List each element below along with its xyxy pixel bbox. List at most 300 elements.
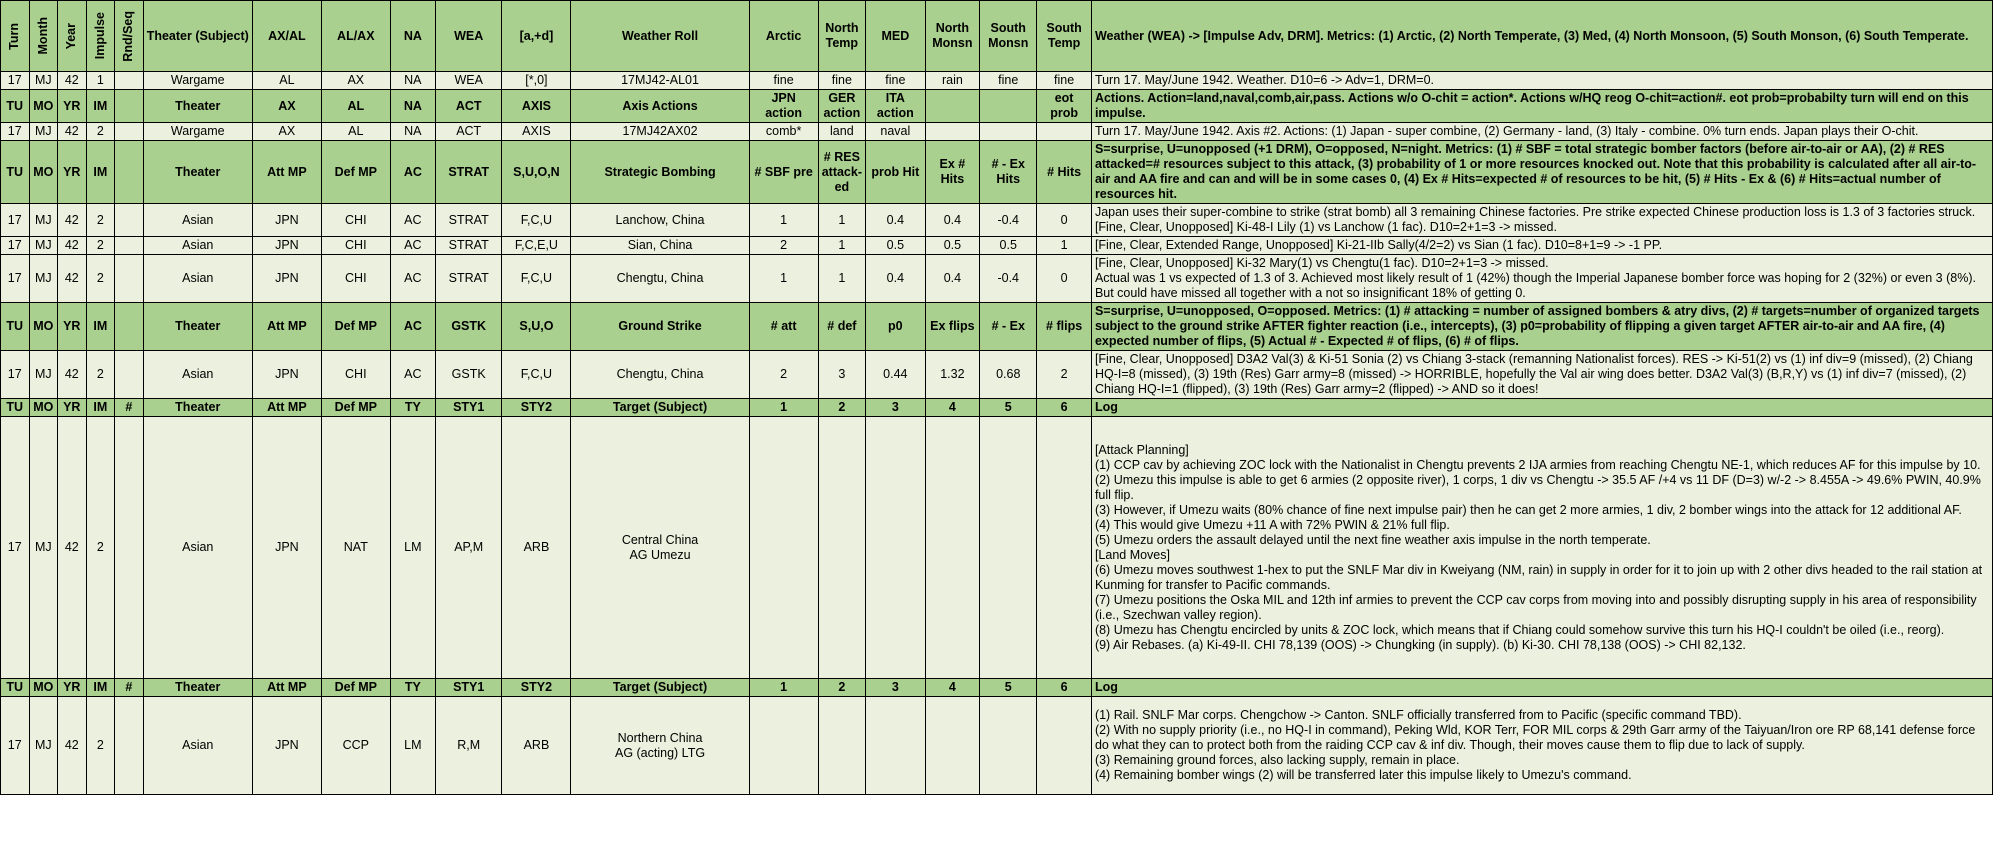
header-cell[interactable] (502, 679, 571, 697)
cell[interactable] (390, 237, 435, 255)
cell[interactable] (143, 72, 252, 90)
cell[interactable] (252, 417, 321, 679)
cell[interactable] (435, 204, 502, 237)
cell[interactable] (749, 204, 818, 237)
cell[interactable] (1, 697, 30, 795)
header-cell[interactable] (58, 679, 87, 697)
header-cell[interactable] (86, 1, 115, 72)
cell[interactable] (502, 204, 571, 237)
cell-text: 0.4 (943, 212, 962, 227)
cell[interactable] (980, 204, 1037, 237)
cell[interactable] (143, 417, 252, 679)
header-cell[interactable] (1091, 303, 1992, 351)
cell[interactable] (115, 255, 144, 303)
cell[interactable] (29, 351, 58, 399)
header-cell[interactable] (321, 1, 390, 72)
cell[interactable] (390, 72, 435, 90)
cell-text: 17 (7, 271, 22, 285)
cell-text: Theater (175, 98, 221, 113)
cell[interactable] (818, 72, 866, 90)
cell[interactable] (29, 417, 58, 679)
notes-text: S=surprise, U=unopposed (+1 DRM), O=opposed, N=night. Metrics: (1) # SBF = total strategic bomber factors (before air-to-air or AA), (2) # RES attacked=# resources subject to this attack, (3) probability of 1 or more resources knocked out. Note that this probability is calculated after all air-to-air and AA fire and can and will be in some cases 0, (4) Ex # Hits=expected # of resources to be hit, (5) # Hits - Ex & (6) # Hits=actual number of resources hit. (1094, 142, 1977, 201)
header-cell[interactable] (1037, 303, 1092, 351)
header-cell[interactable] (252, 1, 321, 72)
cell[interactable] (390, 123, 435, 141)
cell[interactable] (86, 237, 115, 255)
cell[interactable] (435, 351, 502, 399)
cell[interactable] (1037, 123, 1092, 141)
cell-text: 1 (838, 238, 846, 252)
cell[interactable] (866, 237, 925, 255)
cell[interactable] (143, 351, 252, 399)
cell[interactable] (58, 72, 87, 90)
cell[interactable] (571, 351, 749, 399)
cell[interactable] (29, 123, 58, 141)
cell[interactable] (1091, 417, 1992, 679)
header-cell[interactable] (571, 1, 749, 72)
cell[interactable] (115, 204, 144, 237)
cell[interactable] (502, 417, 571, 679)
header-cell[interactable] (1, 399, 30, 417)
header-cell[interactable] (29, 679, 58, 697)
cell-text: JPN (275, 540, 299, 554)
cell[interactable] (1037, 351, 1092, 399)
cell[interactable] (58, 237, 87, 255)
cell[interactable] (86, 72, 115, 90)
header-cell[interactable] (435, 90, 502, 123)
cell-text: AC (404, 271, 422, 285)
cell-text: NAT (343, 540, 368, 554)
cell[interactable] (321, 72, 390, 90)
cell[interactable] (321, 351, 390, 399)
header-cell[interactable] (980, 1, 1037, 72)
cell-text: GSTK (451, 319, 487, 333)
header-cell[interactable] (58, 141, 87, 204)
cell[interactable] (1, 204, 30, 237)
header-cell[interactable] (749, 303, 818, 351)
cell[interactable] (29, 255, 58, 303)
cell[interactable] (980, 697, 1037, 795)
header-cell[interactable] (143, 90, 252, 123)
cell[interactable] (435, 237, 502, 255)
cell[interactable] (1, 417, 30, 679)
cell-text: naval (880, 124, 911, 138)
cell[interactable] (1, 72, 30, 90)
header-cell[interactable] (115, 90, 144, 123)
cell[interactable] (866, 204, 925, 237)
header-cell[interactable] (925, 141, 980, 204)
header-cell[interactable] (1091, 90, 1992, 123)
header-cell[interactable] (29, 399, 58, 417)
header-cell[interactable] (143, 679, 252, 697)
header-cell[interactable] (571, 399, 749, 417)
header-cell[interactable] (115, 141, 144, 204)
cell[interactable] (252, 255, 321, 303)
header-cell[interactable] (252, 141, 321, 204)
cell[interactable] (749, 72, 818, 90)
cell-text: Axis Actions (622, 98, 698, 113)
header-cell[interactable] (86, 399, 115, 417)
header-cell[interactable] (866, 141, 925, 204)
header-cell[interactable] (435, 141, 502, 204)
cell[interactable] (115, 351, 144, 399)
header-cell[interactable] (925, 399, 980, 417)
cell[interactable] (321, 237, 390, 255)
cell-text: STRAT (448, 271, 489, 285)
header-cell[interactable] (390, 399, 435, 417)
cell-text: CHI (345, 212, 367, 227)
cell[interactable] (502, 123, 571, 141)
cell[interactable] (571, 123, 749, 141)
cell[interactable] (435, 255, 502, 303)
cell[interactable] (818, 255, 866, 303)
cell[interactable] (925, 123, 980, 141)
cell[interactable] (321, 204, 390, 237)
cell[interactable] (571, 72, 749, 90)
header-cell[interactable] (866, 1, 925, 72)
header-cell[interactable] (866, 679, 925, 697)
cell[interactable] (86, 204, 115, 237)
cell[interactable] (749, 417, 818, 679)
header-cell[interactable] (818, 1, 866, 72)
header-cell[interactable] (435, 679, 502, 697)
cell[interactable] (980, 72, 1037, 90)
cell[interactable] (1, 237, 30, 255)
cell[interactable] (1091, 255, 1992, 303)
header-cell[interactable] (749, 679, 818, 697)
cell-text: WEA (454, 28, 484, 43)
cell[interactable] (925, 255, 980, 303)
cell-text: 17 (7, 238, 22, 252)
cell[interactable] (980, 123, 1037, 141)
header-cell[interactable] (390, 141, 435, 204)
cell[interactable] (390, 204, 435, 237)
header-cell[interactable] (749, 1, 818, 72)
cell[interactable] (866, 255, 925, 303)
cell[interactable] (58, 697, 87, 795)
header-cell[interactable] (115, 399, 144, 417)
cell-text: prob Hit (871, 164, 920, 179)
cell[interactable] (252, 697, 321, 795)
header-cell[interactable] (1, 141, 30, 204)
cell[interactable] (321, 123, 390, 141)
cell[interactable] (866, 72, 925, 90)
cell[interactable] (58, 204, 87, 237)
header-cell[interactable] (1091, 1, 1992, 72)
cell[interactable] (29, 237, 58, 255)
header-cell[interactable] (1091, 141, 1992, 204)
header-cell[interactable] (143, 303, 252, 351)
header-cell[interactable] (502, 90, 571, 123)
cell[interactable] (86, 255, 115, 303)
header-cell[interactable] (1, 303, 30, 351)
header-cell[interactable] (115, 679, 144, 697)
header-cell[interactable] (321, 90, 390, 123)
cell[interactable] (1037, 255, 1092, 303)
cell[interactable] (818, 237, 866, 255)
cell[interactable] (571, 204, 749, 237)
cell[interactable] (29, 697, 58, 795)
header-cell[interactable] (390, 90, 435, 123)
header-cell[interactable] (1037, 679, 1092, 697)
cell-text: 2 (838, 400, 846, 414)
header-cell[interactable] (29, 141, 58, 204)
cell[interactable] (252, 72, 321, 90)
cell[interactable] (1, 255, 30, 303)
cell[interactable] (502, 351, 571, 399)
header-cell[interactable] (390, 303, 435, 351)
header-cell[interactable] (866, 399, 925, 417)
cell[interactable] (571, 237, 749, 255)
header-cell[interactable] (571, 90, 749, 123)
cell-text: AC (403, 319, 422, 333)
cell[interactable] (571, 417, 749, 679)
cell[interactable] (390, 417, 435, 679)
notes-text: Weather (WEA) -> [Impulse Adv, DRM]. Metrics: (1) Arctic, (2) North Temperate, (3) Med, (4) North Monsoon, (5) South Monson, (6) South Temperate. (1094, 28, 1969, 43)
cell-text: Theater (175, 400, 221, 414)
header-cell[interactable] (980, 399, 1037, 417)
header-cell[interactable] (86, 90, 115, 123)
cell[interactable] (1037, 237, 1092, 255)
cell[interactable] (1091, 237, 1992, 255)
header-cell[interactable] (29, 1, 58, 72)
header-cell[interactable] (1037, 399, 1092, 417)
header-cell[interactable] (818, 679, 866, 697)
header-cell[interactable] (143, 141, 252, 204)
cell[interactable] (1037, 204, 1092, 237)
cell[interactable] (58, 255, 87, 303)
header-cell[interactable] (818, 303, 866, 351)
cell-text: North Monsn (932, 21, 973, 50)
cell[interactable] (749, 351, 818, 399)
cell[interactable] (115, 417, 144, 679)
cell[interactable] (980, 237, 1037, 255)
cell-text: NA (404, 73, 422, 87)
header-cell[interactable] (115, 1, 144, 72)
header-cell[interactable] (980, 303, 1037, 351)
header-cell[interactable] (866, 303, 925, 351)
header-cell[interactable] (143, 399, 252, 417)
header-cell[interactable] (435, 399, 502, 417)
header-cell[interactable] (58, 1, 87, 72)
header-cell[interactable] (1091, 399, 1992, 417)
header-cell[interactable] (1091, 679, 1992, 697)
header-cell[interactable] (143, 1, 252, 72)
cell[interactable] (818, 697, 866, 795)
header-cell[interactable] (818, 399, 866, 417)
header-cell[interactable] (980, 679, 1037, 697)
header-cell[interactable] (86, 303, 115, 351)
cell[interactable] (390, 255, 435, 303)
header-cell[interactable] (1, 90, 30, 123)
cell-text: AXIS (522, 124, 551, 138)
cell[interactable] (818, 417, 866, 679)
header-cell[interactable] (866, 90, 925, 123)
header-cell[interactable] (321, 679, 390, 697)
cell-text: AX/AL (268, 28, 306, 43)
notes-text: Turn 17. May/June 1942. Weather. D10=6 -> Adv=1, DRM=0. (1094, 73, 1435, 87)
cell[interactable] (818, 123, 866, 141)
cell[interactable] (1037, 417, 1092, 679)
header-cell[interactable] (818, 90, 866, 123)
cell[interactable] (1091, 204, 1992, 237)
cell[interactable] (252, 237, 321, 255)
cell[interactable] (252, 123, 321, 141)
header-cell[interactable] (925, 303, 980, 351)
cell[interactable] (980, 417, 1037, 679)
cell-text: 4 (948, 400, 956, 414)
cell[interactable] (866, 123, 925, 141)
header-cell[interactable] (252, 90, 321, 123)
cell[interactable] (749, 255, 818, 303)
header-cell[interactable] (1, 679, 30, 697)
cell[interactable] (115, 697, 144, 795)
cell[interactable] (252, 351, 321, 399)
cell[interactable] (115, 123, 144, 141)
cell[interactable] (925, 351, 980, 399)
cell[interactable] (143, 204, 252, 237)
cell[interactable] (435, 123, 502, 141)
header-cell[interactable] (252, 303, 321, 351)
cell[interactable] (1091, 123, 1992, 141)
cell[interactable] (86, 123, 115, 141)
header-cell[interactable] (252, 679, 321, 697)
cell[interactable] (143, 123, 252, 141)
header-cell[interactable] (435, 1, 502, 72)
header-cell[interactable] (390, 679, 435, 697)
header-cell[interactable] (86, 679, 115, 697)
cell[interactable] (115, 72, 144, 90)
cell[interactable] (818, 351, 866, 399)
header-cell[interactable] (925, 1, 980, 72)
header-cell[interactable] (980, 90, 1037, 123)
cell-text: 17 (7, 367, 22, 381)
header-cell[interactable] (115, 303, 144, 351)
cell-text: # SBF pre (754, 164, 813, 179)
cell[interactable] (925, 237, 980, 255)
header-cell[interactable] (29, 303, 58, 351)
header-cell[interactable] (980, 141, 1037, 204)
header-cell[interactable] (925, 679, 980, 697)
header-cell[interactable] (1, 1, 30, 72)
cell[interactable] (58, 123, 87, 141)
header-cell[interactable] (252, 399, 321, 417)
cell[interactable] (143, 255, 252, 303)
cell[interactable] (86, 417, 115, 679)
header-cell[interactable] (1037, 90, 1092, 123)
cell[interactable] (749, 237, 818, 255)
cell[interactable] (321, 417, 390, 679)
cell[interactable] (58, 417, 87, 679)
cell[interactable] (115, 237, 144, 255)
cell-text: 6 (1060, 680, 1068, 694)
cell[interactable] (58, 351, 87, 399)
header-cell[interactable] (321, 141, 390, 204)
cell[interactable] (925, 417, 980, 679)
cell[interactable] (925, 204, 980, 237)
cell[interactable] (866, 697, 925, 795)
cell[interactable] (749, 123, 818, 141)
cell[interactable] (571, 697, 749, 795)
header-cell[interactable] (390, 1, 435, 72)
cell-text: CHI (345, 271, 367, 285)
header-cell[interactable] (58, 303, 87, 351)
cell[interactable] (143, 237, 252, 255)
cell[interactable] (321, 697, 390, 795)
header-cell[interactable] (818, 141, 866, 204)
cell[interactable] (29, 72, 58, 90)
cell[interactable] (435, 697, 502, 795)
cell[interactable] (252, 204, 321, 237)
cell[interactable] (502, 237, 571, 255)
header-cell[interactable] (571, 303, 749, 351)
cell[interactable] (321, 255, 390, 303)
cell[interactable] (502, 697, 571, 795)
cell[interactable] (1, 351, 30, 399)
header-cell[interactable] (86, 141, 115, 204)
vertical-header-label: Rnd/Seq (121, 10, 136, 62)
header-cell[interactable] (502, 399, 571, 417)
cell[interactable] (1, 123, 30, 141)
cell[interactable] (86, 697, 115, 795)
cell[interactable] (502, 72, 571, 90)
cell[interactable] (866, 417, 925, 679)
header-cell[interactable] (502, 303, 571, 351)
header-cell[interactable] (502, 141, 571, 204)
header-cell[interactable] (321, 303, 390, 351)
cell[interactable] (1037, 697, 1092, 795)
cell[interactable] (866, 351, 925, 399)
header-cell[interactable] (58, 399, 87, 417)
header-cell[interactable] (749, 141, 818, 204)
cell[interactable] (435, 72, 502, 90)
cell[interactable] (143, 697, 252, 795)
header-cell[interactable] (571, 679, 749, 697)
cell[interactable] (925, 72, 980, 90)
cell[interactable] (1091, 697, 1992, 795)
header-cell[interactable] (502, 1, 571, 72)
cell[interactable] (980, 351, 1037, 399)
header-cell[interactable] (749, 90, 818, 123)
cell[interactable] (29, 204, 58, 237)
cell[interactable] (390, 351, 435, 399)
header-cell[interactable] (1037, 141, 1092, 204)
header-cell[interactable] (435, 303, 502, 351)
cell-text: 17 (7, 124, 22, 138)
cell[interactable] (818, 204, 866, 237)
header-cell[interactable] (749, 399, 818, 417)
cell-text: 0.5 (943, 238, 962, 252)
header-cell[interactable] (925, 90, 980, 123)
header-cell[interactable] (29, 90, 58, 123)
cell[interactable] (435, 417, 502, 679)
cell-text: Asian (182, 738, 214, 752)
header-cell[interactable] (58, 90, 87, 123)
cell[interactable] (749, 697, 818, 795)
cell[interactable] (502, 255, 571, 303)
cell[interactable] (1091, 72, 1992, 90)
header-cell[interactable] (571, 141, 749, 204)
header-cell[interactable] (1037, 1, 1092, 72)
cell[interactable] (86, 351, 115, 399)
cell[interactable] (1037, 72, 1092, 90)
cell[interactable] (980, 255, 1037, 303)
cell[interactable] (925, 697, 980, 795)
cell[interactable] (1091, 351, 1992, 399)
cell[interactable] (571, 255, 749, 303)
cell[interactable] (390, 697, 435, 795)
header-cell[interactable] (321, 399, 390, 417)
